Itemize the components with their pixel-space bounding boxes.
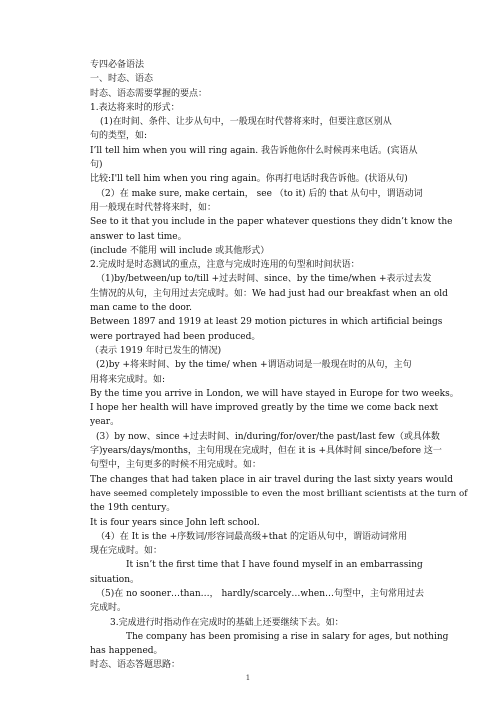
example-line: The company has been promising a rise in salary for ages, but nothing (126, 631, 449, 642)
note-line: (include 不能用 will include 或其他形式） (90, 245, 270, 256)
paragraph-line: 句的类型，如: (90, 131, 148, 142)
subheading: 2.完成时是时态测试的重点，注意与完成时连用的句型和时间状语： (90, 260, 360, 271)
example-line: I’ll tell him when you will ring again. 我告诉他你什么时候再来电话。(宾语从 (90, 145, 418, 156)
paragraph-line: 时态、语态需要掌握的要点： (90, 88, 208, 99)
example-line: The changes that had taken place in air travel during the last sixty years would (90, 474, 453, 485)
subheading: 1.表达将来时的形式： (90, 102, 180, 113)
paragraph-line: (3）by now、since +过去时间、in/during/for/over/the past/last few（或具体数 (96, 431, 440, 442)
paragraph-line: 完成时。 (90, 603, 127, 614)
subheading: 3.完成进行时指动作在完成时的基础上还要继续下去。如： (110, 617, 344, 628)
example-line: has happened。 (90, 646, 163, 657)
example-line: situation。 (90, 574, 139, 585)
paragraph-line: （4）在 It is the +序数词/形容词最高级+that 的定语从句中，谓语动词常用 (96, 531, 407, 542)
paragraph-line: 用将来完成时。如: (90, 374, 166, 385)
example-line: I hope her health will have improved greatly by the time we come back next (90, 403, 439, 414)
example-line: have seemed completely impossible to even the most brilliant scientists at the turn of (90, 488, 468, 499)
example-line: the 19th century。 (90, 503, 176, 514)
note-line: （表示 1919 年时已发生的情况) (90, 345, 222, 356)
example-line: Between 1897 and 1919 at least 29 motion pictures in which artificial beings (90, 317, 443, 328)
example-line: answer to last time。 (90, 231, 187, 242)
example-line: It is four years since John left school. (90, 517, 260, 528)
paragraph-line: 现在完成时。如： (90, 546, 163, 557)
example-line: 句) (90, 160, 103, 171)
paragraph-line: 用一般现在时代替将来时，如： (90, 202, 217, 213)
paragraph-line: 句型中，主句更多的时候不用完成时。如： (90, 460, 262, 471)
page-number: 1 (245, 674, 251, 682)
paragraph-line: 生情况的从句，主句用过去完成时。如：We had just had our breakfast when an old (90, 288, 448, 299)
example-line: It isn’t the first time that I have found myself in an embarrassing (126, 560, 423, 571)
example-line: year。 (90, 417, 120, 428)
paragraph-line: （5)在 no sooner…than…， hardly/scarcely…when…句型中，主句常用过去 (96, 588, 424, 599)
doc-title: 专四必备语法 (90, 60, 145, 70)
section-heading: 一、时态、语态 (90, 74, 154, 85)
example-line: By the time you arrive in London, we will have stayed in Europe for two weeks。 (90, 388, 459, 399)
example-line: were portrayed had been produced。 (90, 331, 261, 342)
document-body (90, 58, 468, 673)
paragraph-line: 字)years/days/months，主句用现在完成时，但在 it is +具体时间 since/before 这一 (90, 446, 442, 457)
example-line: 比较:I'll tell him when you ring again。你再打电话时我告诉他。(状语从句) (90, 174, 408, 185)
paragraph-line: (1)在时间、条件、让步从句中，一般现在时代替将来时，但要注意区别从 (100, 117, 392, 128)
paragraph-line: (2)by +将来时间、by the time/ when +谓语动词是一般现在时的从句，主句 (96, 360, 412, 371)
paragraph-line: （1)by/between/up to/till +过去时间、since、by the time/when +表示过去发 (96, 274, 432, 285)
example-line: See to it that you include in the paper whatever questions they didn’t know the (90, 217, 453, 228)
paragraph-line: （2）在 make sure, make certain， see （to it) 后的 that 从句中，谓语动词 (96, 188, 423, 199)
subheading: 时态、语态答题思路： (90, 660, 181, 671)
paragraph-line: man came to the door. (90, 303, 192, 314)
